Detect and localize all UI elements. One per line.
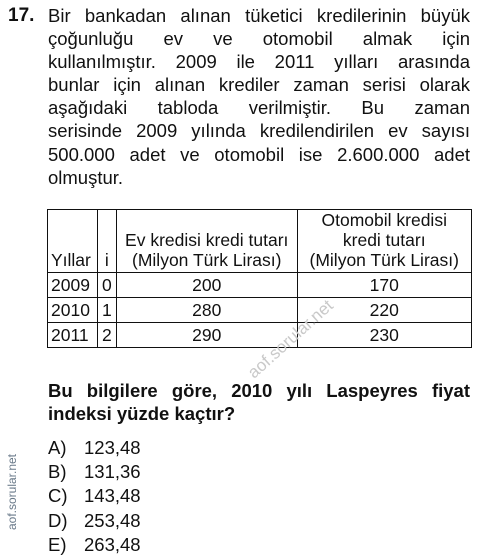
cell-year: 2010	[48, 298, 98, 323]
cell-ev: 280	[116, 298, 297, 323]
option-value: 143,48	[84, 485, 141, 507]
question-number: 17.	[8, 5, 35, 26]
option-b[interactable]	[48, 460, 141, 484]
answer-options	[48, 436, 141, 557]
option-label: E)	[48, 533, 67, 555]
header-otomobil-kredisi	[297, 210, 471, 273]
cell-ev: 290	[116, 323, 297, 348]
header-oto-line: kredi tutarı	[342, 230, 426, 250]
option-value: 131,36	[84, 461, 141, 483]
table-row	[48, 323, 472, 348]
cell-index: 1	[98, 298, 117, 323]
stem-line: aşağıdaki tabloda verilmiştir. Bu zaman	[48, 97, 470, 119]
header-index: i	[98, 210, 117, 273]
stem-line: bunlar için alınan krediler zaman serisi olarak	[48, 74, 470, 96]
stem-line: Bir bankadan alınan tüketici kredilerinin büyük	[48, 5, 470, 26]
option-label: D)	[48, 509, 68, 531]
cell-oto: 170	[297, 273, 471, 298]
cell-oto: 220	[297, 298, 471, 323]
option-label: C)	[48, 485, 68, 507]
header-oto-line: (Milyon Türk Lirası)	[309, 250, 459, 270]
option-d[interactable]	[48, 509, 141, 533]
cell-index: 0	[98, 273, 117, 298]
stem-line: kullanılmıştır. 2009 ile 2011 yılları arasında	[48, 51, 470, 73]
table-row	[48, 273, 472, 298]
header-ev-kredisi	[116, 210, 297, 273]
question-prompt	[48, 379, 470, 425]
table-header-row	[48, 210, 472, 273]
option-label: A)	[48, 437, 67, 458]
table-row	[48, 298, 472, 323]
option-e[interactable]	[48, 533, 141, 557]
stem-line: çoğunluğu ev ve otomobil almak için	[48, 28, 470, 50]
option-value: 253,48	[84, 509, 141, 531]
option-a[interactable]	[48, 436, 141, 460]
header-ev-line: Ev kredisi kredi tutarı	[125, 230, 289, 250]
header-years: Yıllar	[48, 210, 98, 273]
stem-line: olmuştur.	[48, 166, 124, 188]
option-value: 263,48	[84, 533, 141, 555]
header-ev-line: (Milyon Türk Lirası)	[132, 250, 282, 270]
credit-table	[47, 209, 472, 348]
option-value: 123,48	[84, 437, 141, 458]
stem-line: serisinde 2009 yılında kredilendirilen ev sayısı	[48, 120, 470, 142]
prompt-line: indeksi yüzde kaçtır?	[48, 403, 236, 425]
side-watermark: aof.sorular.net	[5, 453, 19, 531]
stem-line: 500.000 adet ve otomobil ise 2.600.000 adet	[48, 143, 470, 165]
cell-year: 2009	[48, 273, 98, 298]
option-c[interactable]	[48, 484, 141, 508]
cell-index: 2	[98, 323, 117, 348]
option-label: B)	[48, 461, 67, 483]
cell-year: 2011	[48, 323, 98, 348]
diagonal-watermark: aof.sorular.net	[244, 295, 337, 383]
prompt-line: Bu bilgilere göre, 2010 yılı Laspeyres fiyat	[48, 380, 470, 401]
header-oto-line: Otomobil kredisi	[321, 210, 447, 230]
question-stem	[48, 4, 470, 189]
cell-oto: 230	[297, 323, 471, 348]
cell-ev: 200	[116, 273, 297, 298]
